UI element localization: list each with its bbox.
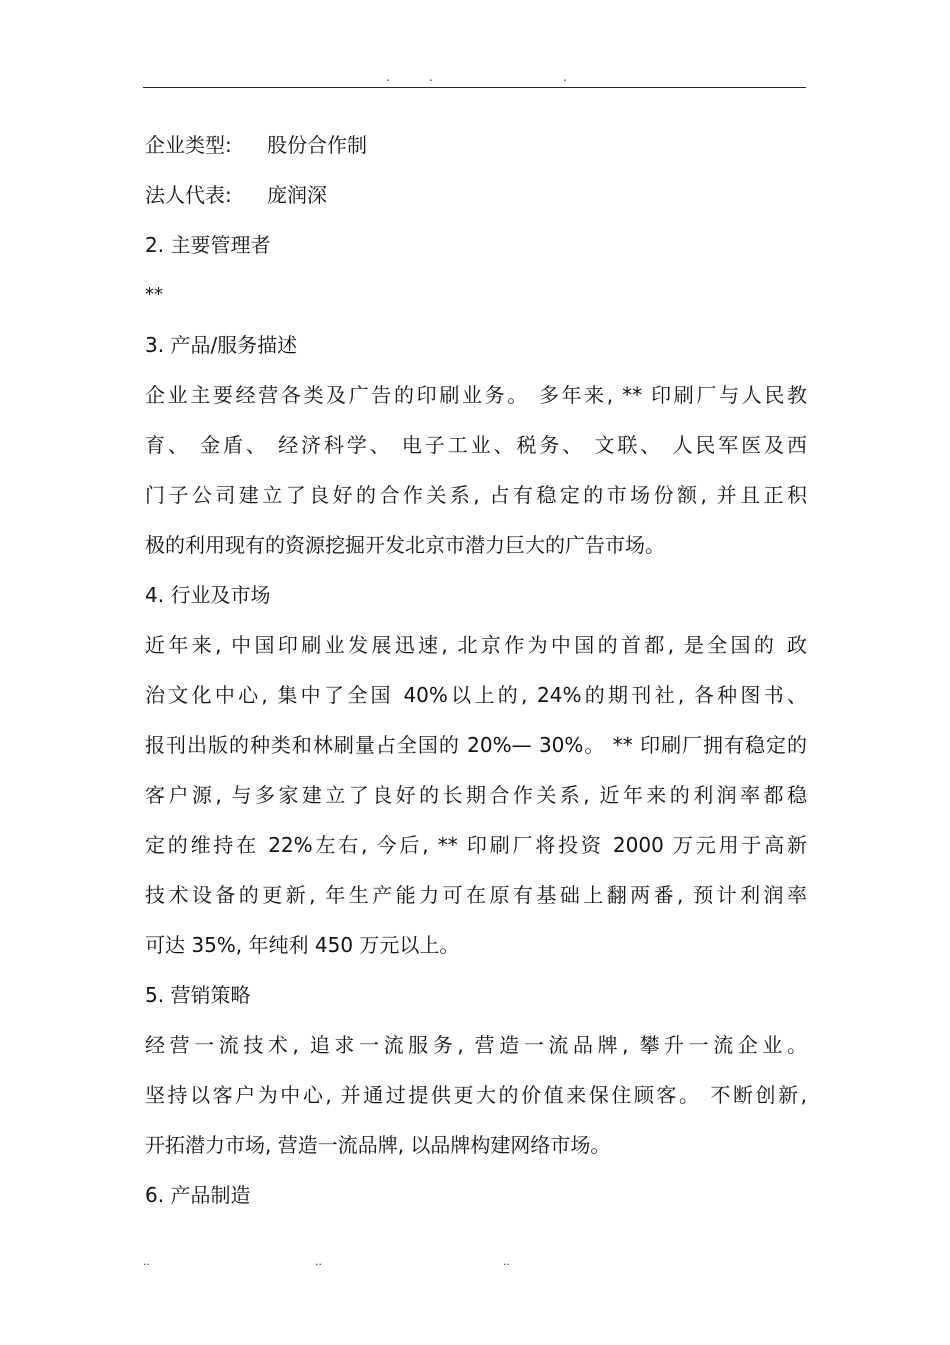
footer-mark: ..	[503, 1255, 510, 1268]
section-heading-3: 3. 产品/服务描述	[145, 333, 298, 357]
paragraph-line: 可达 35%, 年纯利 450 万元以上。	[145, 933, 460, 957]
paragraph-line: 极的利用现有的资源挖掘开发北京市潜力巨大的广告市场。	[145, 533, 665, 557]
paragraph-line: 企业主要经营各类及广告的印刷业务。 多年来, ** 印刷厂与人民教	[145, 383, 807, 407]
legal-rep-label: 法人代表:	[145, 183, 232, 207]
paragraph-line: 报刊出版的种类和林刷量占全国的 20%— 30%。 ** 印刷厂拥有稳定的	[145, 733, 807, 757]
enterprise-type-label: 企业类型:	[145, 133, 232, 157]
header-mark: .	[429, 70, 433, 84]
legal-rep-row	[145, 170, 807, 220]
paragraph-line: 定的维持在 22%左右, 今后, ** 印刷厂将投资 2000 万元用于高新	[145, 833, 807, 857]
section-heading-4: 4. 行业及市场	[145, 583, 271, 607]
paragraph-line: 技术设备的更新, 年生产能力可在原有基础上翻两番, 预计利润率	[145, 883, 807, 907]
paragraph-line: 开拓潜力市场, 营造一流品牌, 以品牌构建网络市场。	[145, 1133, 611, 1157]
paragraph-line: 治文化中心, 集中了全国 40%以上的, 24%的期刊社, 各种图书、	[145, 683, 807, 707]
header-mark: .	[563, 70, 567, 84]
header-mark: .	[386, 70, 390, 84]
page-header-marks	[143, 70, 805, 84]
paragraph-line: 近年来, 中国印刷业发展迅速, 北京作为中国的首都, 是全国的 政	[145, 633, 807, 657]
legal-rep-value: 庞润深	[267, 183, 327, 207]
header-rule	[143, 87, 806, 88]
section-2-body: **	[145, 284, 163, 305]
section-heading-2: 2. 主要管理者	[145, 233, 271, 257]
paragraph-line: 育、 金盾、 经济科学、 电子工业、税务、 文联、 人民军医及西	[145, 433, 807, 457]
paragraph-line: 门子公司建立了良好的合作关系, 占有稳定的市场份额, 并且正积	[145, 483, 807, 507]
page-footer-marks	[143, 1255, 805, 1269]
paragraph-line: 经营一流技术, 追求一流服务, 营造一流品牌, 攀升一流企业。	[145, 1033, 807, 1057]
footer-mark: ..	[315, 1255, 322, 1268]
paragraph-line: 客户源, 与多家建立了良好的长期合作关系, 近年来的利润率都稳	[145, 783, 807, 807]
enterprise-type-value: 股份合作制	[267, 133, 367, 157]
document-body	[145, 120, 807, 1220]
section-heading-5: 5. 营销策略	[145, 983, 251, 1007]
enterprise-type-row	[145, 120, 807, 170]
section-heading-6: 6. 产品制造	[145, 1183, 251, 1207]
footer-mark: ..	[143, 1255, 150, 1268]
paragraph-line: 坚持以客户为中心, 并通过提供更大的价值来保住顾客。 不断创新,	[145, 1083, 807, 1107]
